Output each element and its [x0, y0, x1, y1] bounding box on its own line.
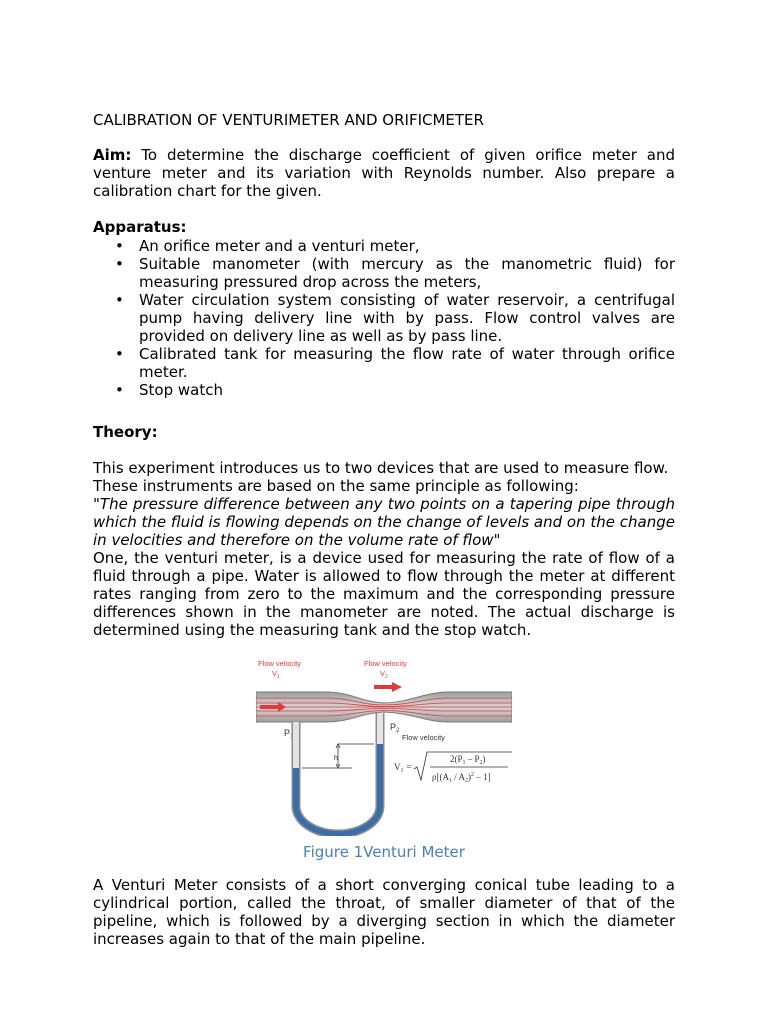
formula-v: V	[394, 762, 401, 772]
venturi-figure	[93, 656, 675, 836]
formula-equals: =	[406, 762, 412, 772]
quote-text: The pressure difference between any two points on a tapering pipe through which the fluid is flowing depends on the change of levels and on the change in velocities and therefore on the volume rate of flow	[93, 495, 675, 549]
formula-den-end: )	[468, 772, 472, 782]
document-body	[93, 110, 675, 948]
theory-heading: Theory:	[93, 423, 158, 441]
formula-v-subscript: 1	[400, 768, 404, 774]
p2-symbol: P	[390, 722, 397, 732]
theory-paragraph-3: One, the venturi meter, is a device used for measuring the rate of flow of a fluid through a pipe. Water is allowed to flow through the meter at different rates ranging from zero to the maximum and the corresponding pressure differences shown in the manometer are noted. The actual discharge is determined using the measuring tank and the stop watch.	[93, 549, 675, 639]
formula-num-mid: – P	[465, 754, 480, 764]
flow-velocity-label-1: Flow velocity	[258, 659, 301, 668]
theory-paragraph-2: These instruments are based on the same principle as following:	[93, 477, 579, 495]
v1-subscript: 1	[277, 674, 280, 680]
p2-label	[390, 722, 400, 734]
h-label: h	[334, 755, 338, 762]
list-item: • Water circulation system consisting of water reservoir, a centrifugal pump having delivery line with by pass. Flow control valves are provided on delivery line as well as by pass line.	[139, 291, 675, 345]
formula-num-sub-b: 2	[479, 760, 483, 766]
formula-den-exponent: 2	[471, 772, 475, 778]
theory-quote	[93, 495, 675, 549]
quote-open-mark: "	[93, 495, 100, 513]
formula-num-end: )	[482, 754, 486, 764]
formula-denominator	[432, 772, 491, 784]
list-item: • An orifice meter and a venturi meter,	[139, 237, 675, 255]
formula-num-start: 2(P	[450, 754, 463, 764]
list-item: • Stop watch	[139, 381, 675, 399]
v2-subscript: 2	[385, 674, 388, 680]
formula-den-sub-a: 1	[449, 778, 452, 784]
formula-num-sub-a: 1	[462, 760, 466, 766]
aim-text: To determine the discharge coefficient of given orifice meter and venture meter and its variation with Reynolds number. Also prepare a calibration chart for the given.	[93, 146, 675, 200]
list-item: • Calibrated tank for measuring the flow rate of water through orifice meter.	[139, 345, 675, 381]
v2-symbol: V	[380, 669, 386, 678]
venturi-description: A Venturi Meter consists of a short converging conical tube leading to a cylindrical portion, called the throat, of smaller diameter of that of the pipeline, which is followed by a diverging section in which the diameter increases again to that of the main pipeline.	[93, 876, 675, 948]
formula-den-mid: / A	[452, 772, 466, 782]
formula-lhs	[394, 762, 412, 774]
formula-den-sub-b: 2	[465, 778, 469, 784]
flow-velocity-label-2: Flow velocity	[364, 659, 407, 668]
p2-subscript: 2	[396, 728, 400, 734]
v1-symbol: V	[272, 669, 278, 678]
aim-paragraph	[93, 146, 675, 200]
v2-label	[380, 669, 388, 680]
formula-den-start: ρ[(A	[432, 772, 449, 782]
v1-label	[272, 669, 280, 680]
figure-caption: Figure 1Venturi Meter	[303, 843, 465, 861]
formula-numerator	[450, 754, 486, 766]
apparatus-heading: Apparatus:	[93, 218, 187, 236]
flow-velocity-label-3: Flow velocity	[402, 733, 445, 742]
apparatus-list	[93, 237, 675, 399]
aim-label: Aim:	[93, 146, 132, 164]
venturi-diagram	[256, 656, 512, 836]
quote-close-mark: "	[493, 531, 501, 549]
h-indicator	[302, 744, 374, 768]
document-title: CALIBRATION OF VENTURIMETER AND ORIFICMETER	[93, 111, 484, 129]
formula-den-tail: – 1]	[474, 772, 491, 782]
list-item: • Suitable manometer (with mercury as the manometric fluid) for measuring pressured drop across the meters,	[139, 255, 675, 291]
manometer-tube	[296, 713, 380, 834]
p1-symbol: P	[284, 728, 291, 738]
theory-paragraph-1: This experiment introduces us to two devices that are used to measure flow.	[93, 459, 669, 477]
p1-subscript: 1	[290, 734, 294, 740]
